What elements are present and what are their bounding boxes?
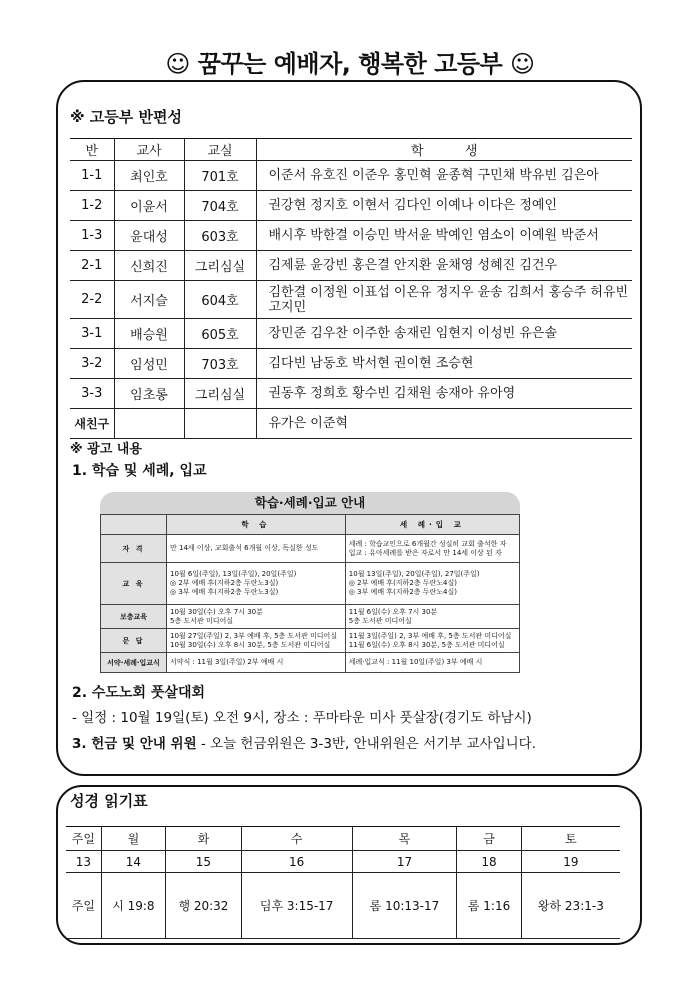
announcements-heading: ※ 광고 내용 [70,442,142,457]
baptism-info-table [100,514,520,673]
learn-cell [167,653,346,673]
date-cell: 16 [241,851,352,873]
date-cell: 13 [66,851,101,873]
date-cell: 14 [101,851,165,873]
class-cell: 새친구 [70,409,114,439]
weekday-cell: 화 [166,827,242,851]
room-cell: 603호 [184,221,256,251]
corner-cell [101,515,167,535]
row-label: 서약·세례·입교식 [101,653,167,673]
header-teacher: 교사 [114,139,184,161]
roster-header-row [70,139,632,161]
class-cell: 2-2 [70,281,114,319]
learn-cell [167,605,346,629]
header-room: 교실 [184,139,256,161]
date-cell: 18 [457,851,521,873]
roster-row [70,409,632,439]
class-cell: 1-3 [70,221,114,251]
weekday-cell: 수 [241,827,352,851]
date-row [66,851,620,873]
bible-reading-heading: 성경 읽기표 [70,792,148,810]
reading-cell: 롬 1:16 [457,873,521,939]
futsal-schedule-detail: - 일정 : 10월 19일(토) 오전 9시, 장소 : 푸마타운 미사 풋살장(경기도 하남시) [72,710,532,726]
baptism-line: 10월 13일(주일), 20일(주일), 27일(주일) [348,570,480,578]
roster-row [70,319,632,349]
baptism-line: 입교 : 유아세례를 받은 자로서 만 14세 이상 된 자 [348,548,502,557]
teacher-cell: 신희진 [114,251,184,281]
date-cell: 15 [166,851,242,873]
baptism-cell [345,629,519,653]
room-cell: 604호 [184,281,256,319]
date-cell: 19 [521,851,620,873]
header-class: 반 [70,139,114,161]
baptism-line: ◎ 3부 예배 후(지하2층 두란노4실) [348,588,457,596]
class-cell: 1-1 [70,161,114,191]
teacher-cell: 서지슬 [114,281,184,319]
offering-usher-label: 3. 헌금 및 안내 위원 [72,736,197,752]
reading-cell: 시 19:8 [101,873,165,939]
learn-cell [167,629,346,653]
reading-row [66,873,620,939]
roster-row [70,161,632,191]
baptism-cell [345,563,519,605]
info-row [101,653,520,673]
learn-line: 10월 30일(수) 오후 8시 30분, 5층 도서관 미디어실 [170,640,331,649]
learn-line: 서약식 : 11월 3일(주일) 2부 예배 시 [170,658,284,666]
weekday-cell: 월 [101,827,165,851]
info-row [101,605,520,629]
roster-heading: ※ 고등부 반편성 [70,108,182,126]
baptism-cell [345,653,519,673]
room-cell: 703호 [184,349,256,379]
weekday-row [66,827,620,851]
class-cell: 3-1 [70,319,114,349]
students-cell: 이준서 유호진 이준우 홍민혁 윤종혁 구민채 박유빈 김은아 [256,161,632,191]
baptism-line: 5층 도서관 미디어실 [348,616,412,625]
class-cell: 2-1 [70,251,114,281]
learn-line: 만 14세 이상, 교회출석 6개월 이상, 독실한 성도 [170,544,319,552]
learn-line: 10월 27일(주일) 2, 3부 예배 후, 5층 도서관 미디어실 [170,631,338,640]
reading-cell: 행 20:32 [166,873,242,939]
learn-cell [167,535,346,563]
room-cell [184,409,256,439]
announcement-item-2: 2. 수도노회 풋살대회 [72,685,205,701]
baptism-line: 11월 6일(수) 오후 7시 30분 [348,607,438,616]
roster-row [70,379,632,409]
learn-line: 10월 30일(수) 오후 7시 30분 [170,607,263,616]
bible-reading-table [66,826,620,939]
room-cell: 704호 [184,191,256,221]
baptism-line: 세례 : 학습교인으로 6개월간 성실히 교회 출석한 자 [348,539,507,548]
reading-cell: 주일 [66,873,101,939]
row-label: 자 격 [101,535,167,563]
col-learn: 학 습 [167,515,346,535]
baptism-info-banner: 학습·세례·입교 안내 [100,492,520,514]
header-students: 학 생 [256,139,632,161]
col-baptism: 세 례·입 교 [345,515,519,535]
students-cell: 장민준 김우찬 이주한 송재린 임현지 이성빈 유은솔 [256,319,632,349]
roster-row [70,191,632,221]
baptism-cell [345,535,519,563]
roster-row [70,251,632,281]
offering-usher-text: - 오늘 헌금위원은 3-3반, 안내위원은 서기부 교사입니다. [196,736,537,752]
class-cell: 3-3 [70,379,114,409]
page-title: ☺ 꿈꾸는 예배자, 행복한 고등부 ☺ [165,50,535,78]
students-cell: 유가은 이준혁 [256,409,632,439]
students-cell: 김제륜 윤강빈 홍은결 안지환 윤채영 성혜진 김건우 [256,251,632,281]
learn-line: ◎ 2부 예배 후(지하2층 두란노3실) [170,579,279,587]
announcement-item-1: 1. 학습 및 세례, 입교 [72,463,207,479]
teacher-cell: 이윤서 [114,191,184,221]
students-cell: 권강현 정지호 이현서 김다인 이예나 이다은 정예인 [256,191,632,221]
weekday-cell: 금 [457,827,521,851]
date-cell: 17 [352,851,457,873]
weekday-cell: 목 [352,827,457,851]
baptism-line: 세례·입교식 : 11월 10일(주일) 3부 예배 시 [348,658,483,666]
room-cell: 그리심실 [184,379,256,409]
students-cell: 김한결 이정원 이표섭 이온유 정지우 윤송 김희서 홍승주 허유빈 고지민 [256,281,632,319]
learn-line: 10월 6일(주일), 13일(주일), 20일(주일) [170,570,297,578]
class-cell: 1-2 [70,191,114,221]
reading-cell: 딤후 3:15-17 [241,873,352,939]
row-label: 교 육 [101,563,167,605]
row-label: 보충교육 [101,605,167,629]
info-row [101,563,520,605]
students-cell: 김다빈 남동호 박서현 권이현 조승현 [256,349,632,379]
announcement-item-3 [72,732,536,752]
room-cell: 605호 [184,319,256,349]
room-cell: 701호 [184,161,256,191]
class-cell: 3-2 [70,349,114,379]
reading-cell: 롬 10:13-17 [352,873,457,939]
teacher-cell: 최인호 [114,161,184,191]
baptism-info-image [100,492,520,680]
baptism-cell [345,605,519,629]
teacher-cell: 윤대성 [114,221,184,251]
learn-line: 5층 도서관 미디어실 [170,616,233,625]
learn-line: ◎ 3부 예배 후(지하2층 두란노3실) [170,588,279,596]
students-cell: 배시후 박한결 이승민 박서윤 박예인 염소이 이예원 박준서 [256,221,632,251]
teacher-cell: 임초롱 [114,379,184,409]
students-cell: 권동후 정희호 황수빈 김채원 송재아 유아영 [256,379,632,409]
room-cell: 그리심실 [184,251,256,281]
info-row [101,629,520,653]
roster-row [70,221,632,251]
roster-row [70,349,632,379]
row-label: 문 답 [101,629,167,653]
learn-cell [167,563,346,605]
baptism-line: 11월 3일(주일) 2, 3부 예배 후, 5층 도서관 미디어실 [348,631,512,640]
teacher-cell: 배승원 [114,319,184,349]
teacher-cell [114,409,184,439]
reading-cell: 왕하 23:1-3 [521,873,620,939]
weekday-cell: 주일 [66,827,101,851]
baptism-line: 11월 6일(수) 오후 8시 30분, 5층 도서관 미디어실 [348,640,505,649]
baptism-line: ◎ 2부 예배 후(지하2층 두란노4실) [348,579,457,587]
class-roster-table [70,138,632,439]
weekday-cell: 토 [521,827,620,851]
info-row [101,535,520,563]
roster-row [70,281,632,319]
teacher-cell: 임성민 [114,349,184,379]
